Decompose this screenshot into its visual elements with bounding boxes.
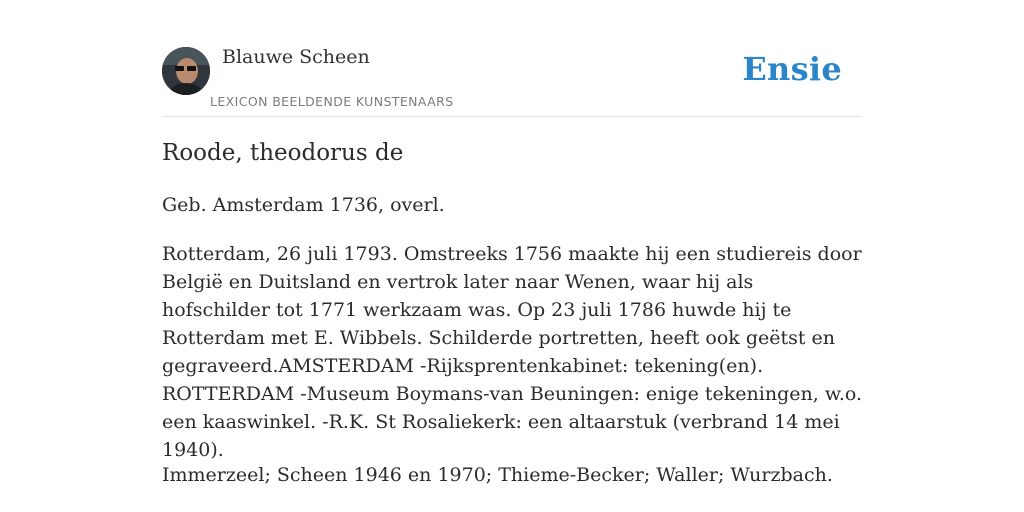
- article-sources: Immerzeel; Scheen 1946 en 1970; Thieme-Becker; Waller; Wurzbach.: [162, 464, 833, 486]
- author-name[interactable]: Blauwe Scheen: [222, 46, 370, 68]
- header: [162, 0, 862, 117]
- page-container: [162, 0, 863, 486]
- category-label[interactable]: LEXICON BEELDENDE KUNSTENAARS: [210, 94, 454, 109]
- article-body: Rotterdam, 26 juli 1793. Omstreeks 1756 maakte hij een studiereis door België en Duitsland en vertrok later naar Wenen, waar hij als hofschilder tot 1771 werkzaam was. Op 23 juli 1786 huwde hij te Rotterdam met E. Wibbels. Schilderde portretten, heeft ook geëtst en gegraveerd.AMSTERDAM -Rijksprentenkabinet: tekening(en). ROTTERDAM -Museum Boymans-van Beuningen: enige tekeningen, w.o. een kaaswinkel. -R.K. St Rosaliekerk: een altaarstuk (verbrand 14 mei 1940).: [162, 243, 863, 461]
- brand-logo[interactable]: Ensie: [742, 50, 842, 88]
- article-intro: Geb. Amsterdam 1736, overl.: [162, 194, 445, 216]
- article-title: Roode, theodorus de: [162, 140, 404, 166]
- avatar-photo: [162, 47, 210, 95]
- avatar[interactable]: [162, 47, 210, 95]
